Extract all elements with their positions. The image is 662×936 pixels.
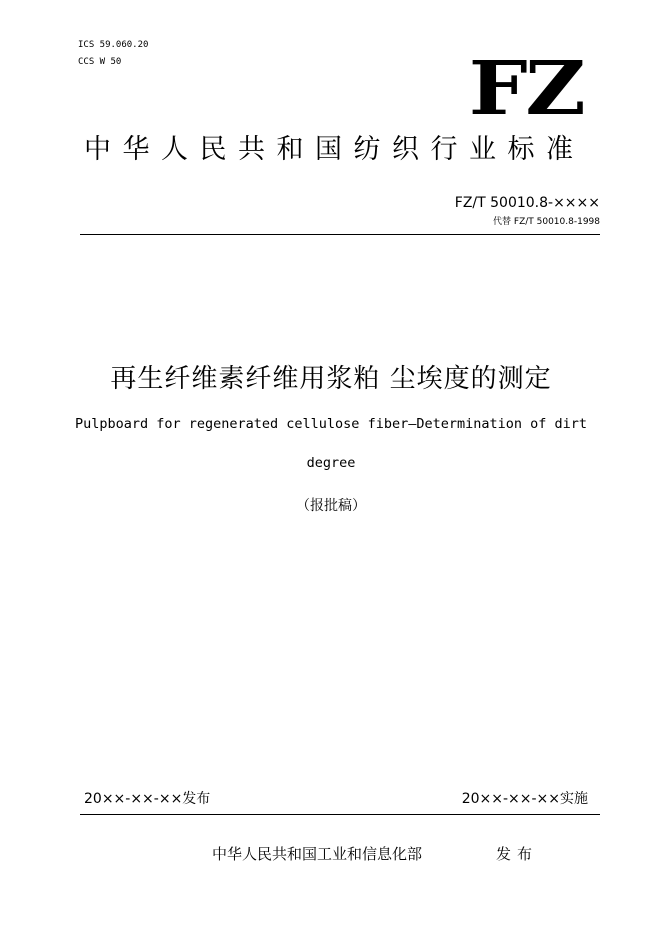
ccs-code: CCS W 50	[78, 57, 122, 67]
replaces-standard: 代替 FZ/T 50010.8-1998	[493, 217, 600, 227]
fz-logo: FZ	[469, 46, 584, 132]
publish-date: 20××-××-××发布	[84, 791, 211, 807]
draft-note: （报批稿）	[296, 498, 366, 514]
implement-date: 20××-××-××实施	[461, 791, 588, 807]
title-english-line2: degree	[306, 455, 356, 471]
issue-word: 发布	[496, 845, 539, 863]
footer-divider	[80, 814, 600, 815]
organization-title: 中华人民共和国纺织行业标准	[84, 134, 585, 165]
ics-code: ICS 59.060.20	[78, 40, 149, 50]
header-divider	[80, 234, 600, 235]
issuer-name: 中华人民共和国工业和信息化部	[212, 845, 423, 863]
title-chinese: 再生纤维素纤维用浆粕 尘埃度的测定	[110, 364, 552, 394]
standard-number: FZ/T 50010.8-××××	[454, 195, 600, 211]
title-english-line1: Pulpboard for regenerated cellulose fiber—Determination of dirt	[74, 416, 588, 432]
